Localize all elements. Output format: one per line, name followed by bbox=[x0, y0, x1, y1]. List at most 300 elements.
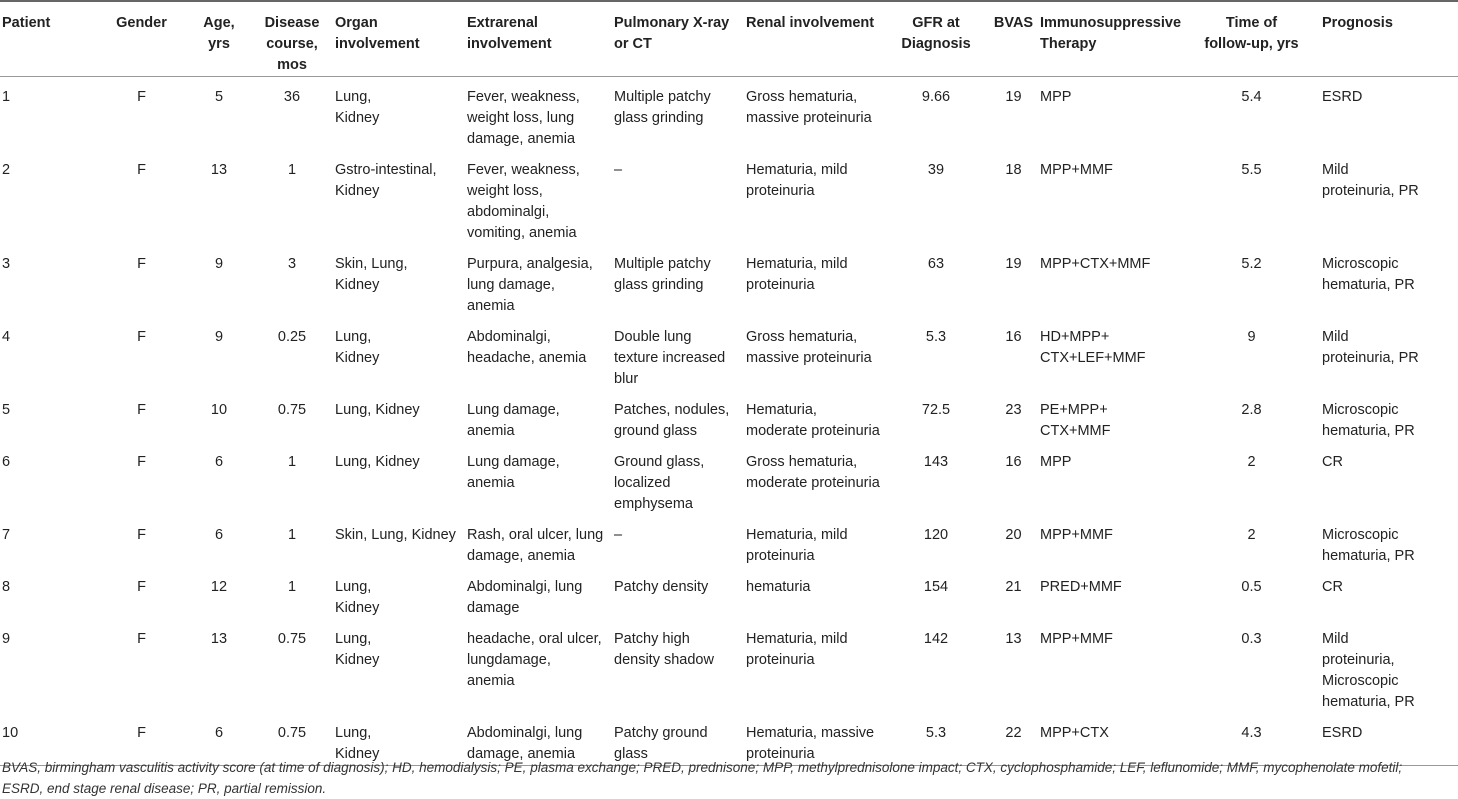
cell-gfr bbox=[883, 150, 987, 244]
cell-text: headache, oral ulcer, bbox=[467, 631, 602, 647]
cell-therapy bbox=[1038, 442, 1181, 515]
cell-renal-involvement bbox=[744, 150, 883, 244]
cell-therapy bbox=[1038, 515, 1181, 567]
table-row bbox=[0, 567, 1458, 619]
cell-bvas bbox=[987, 515, 1038, 567]
cell-disease-course bbox=[249, 77, 333, 151]
cell-patient bbox=[0, 442, 94, 515]
cell-text: Gross hematuria, bbox=[746, 454, 858, 470]
cell-follow-up bbox=[1181, 77, 1320, 151]
header-text: Disease bbox=[264, 15, 320, 31]
cell-text: F bbox=[137, 454, 146, 470]
cell-text: proteinuria bbox=[746, 746, 815, 762]
cell-pulmonary-imaging bbox=[612, 150, 744, 244]
cell-gender bbox=[94, 77, 187, 151]
cell-text: Hematuria, mild bbox=[746, 631, 848, 647]
cell-text: MPP+MMF bbox=[1040, 631, 1113, 647]
cell-text: Kidney bbox=[335, 277, 380, 293]
cell-disease-course bbox=[249, 390, 333, 442]
header-text: GFR at bbox=[912, 15, 960, 31]
cell-patient bbox=[0, 317, 94, 390]
cell-text: lungdamage, bbox=[467, 652, 551, 668]
cell-age bbox=[187, 442, 249, 515]
cell-gfr bbox=[883, 317, 987, 390]
header-disease-course bbox=[249, 1, 333, 77]
cell-follow-up bbox=[1181, 390, 1320, 442]
cell-text: emphysema bbox=[614, 496, 693, 512]
header-text: Pulmonary X-ray bbox=[614, 15, 730, 31]
cell-follow-up bbox=[1181, 150, 1320, 244]
cell-extrarenal-involvement bbox=[465, 390, 612, 442]
header-gfr bbox=[883, 1, 987, 77]
cell-gender bbox=[94, 150, 187, 244]
table-row bbox=[0, 619, 1458, 713]
table-footnote bbox=[2, 757, 1456, 799]
header-text: Diagnosis bbox=[901, 36, 971, 52]
cell-text: 6 bbox=[214, 527, 224, 543]
cell-text: 154 bbox=[923, 579, 949, 595]
cell-text: texture increased bbox=[614, 350, 726, 366]
cell-text: Abdominalgi, bbox=[467, 329, 551, 345]
cell-text: 5.4 bbox=[1241, 89, 1262, 105]
header-text: Prognosis bbox=[1322, 15, 1393, 31]
cell-prognosis bbox=[1320, 442, 1458, 515]
cell-text: massive proteinuria bbox=[746, 350, 872, 366]
cell-text: Patchy density bbox=[614, 579, 709, 595]
cell-text: 3 bbox=[287, 256, 297, 272]
cell-text: Multiple patchy bbox=[614, 256, 711, 272]
cell-text: 1 bbox=[287, 579, 297, 595]
header-patient bbox=[0, 1, 94, 77]
cell-text: 5.5 bbox=[1241, 162, 1262, 178]
cell-text: 143 bbox=[923, 454, 949, 470]
cell-text: damage bbox=[467, 600, 520, 616]
cell-gender bbox=[94, 619, 187, 713]
cell-text: proteinuria bbox=[746, 277, 815, 293]
cell-text: 13 bbox=[210, 162, 228, 178]
cell-follow-up bbox=[1181, 244, 1320, 317]
cell-text: 18 bbox=[1005, 162, 1022, 178]
cell-gfr bbox=[883, 244, 987, 317]
cell-therapy bbox=[1038, 244, 1181, 317]
cell-bvas bbox=[987, 150, 1038, 244]
cell-text: 72.5 bbox=[921, 402, 951, 418]
cell-text: damage, anemia bbox=[467, 548, 576, 564]
cell-text: 142 bbox=[923, 631, 949, 647]
cell-text: 6 bbox=[214, 454, 224, 470]
cell-text: Ground glass, bbox=[614, 454, 705, 470]
header-follow-up bbox=[1181, 1, 1320, 77]
cell-text: anemia bbox=[467, 423, 515, 439]
cell-text: ESRD bbox=[1322, 89, 1363, 105]
cell-bvas bbox=[987, 317, 1038, 390]
header-organ-involvement bbox=[333, 1, 465, 77]
header-text: follow-up, yrs bbox=[1204, 36, 1299, 52]
table-row bbox=[0, 317, 1458, 390]
cell-organ-involvement bbox=[333, 390, 465, 442]
header-text: mos bbox=[277, 57, 307, 73]
cell-text: glass grinding bbox=[614, 277, 704, 293]
cell-text: 39 bbox=[927, 162, 945, 178]
cell-therapy bbox=[1038, 390, 1181, 442]
cell-age bbox=[187, 77, 249, 151]
cell-gfr bbox=[883, 619, 987, 713]
cell-text: 2.8 bbox=[1241, 402, 1262, 418]
cell-age bbox=[187, 390, 249, 442]
cell-text: Kidney bbox=[335, 183, 380, 199]
cell-gender bbox=[94, 244, 187, 317]
cell-text: 1 bbox=[287, 162, 297, 178]
cell-text: ESRD bbox=[1322, 725, 1363, 741]
cell-age bbox=[187, 515, 249, 567]
cell-text: Lung, Kidney bbox=[335, 402, 420, 418]
cell-text: Purpura, analgesia, bbox=[467, 256, 593, 272]
cell-text: 19 bbox=[1005, 89, 1022, 105]
cell-text: glass grinding bbox=[614, 110, 704, 126]
header-prognosis bbox=[1320, 1, 1458, 77]
cell-text: F bbox=[137, 329, 146, 345]
header-text: involvement bbox=[335, 36, 420, 52]
cell-text: CR bbox=[1322, 579, 1343, 595]
cell-text: Hematuria, mild bbox=[746, 527, 848, 543]
cell-text: 0.25 bbox=[277, 329, 307, 345]
cell-age bbox=[187, 619, 249, 713]
header-renal-involvement bbox=[744, 1, 883, 77]
cell-text: 8 bbox=[2, 579, 11, 595]
cell-text: 120 bbox=[923, 527, 949, 543]
table-row bbox=[0, 515, 1458, 567]
cell-text: 13 bbox=[1005, 631, 1022, 647]
cell-text: Patchy ground bbox=[614, 725, 708, 741]
cell-text: 16 bbox=[1005, 454, 1022, 470]
cell-text: MPP+CTX bbox=[1040, 725, 1109, 741]
cell-text: Hematuria, mild bbox=[746, 162, 848, 178]
cell-text: 10 bbox=[2, 725, 19, 741]
cell-age bbox=[187, 150, 249, 244]
cell-text: 1 bbox=[2, 89, 11, 105]
cell-extrarenal-involvement bbox=[465, 77, 612, 151]
cell-prognosis bbox=[1320, 317, 1458, 390]
cell-gender bbox=[94, 390, 187, 442]
cell-text: weight loss, bbox=[467, 183, 543, 199]
cell-text: F bbox=[137, 402, 146, 418]
table-row bbox=[0, 442, 1458, 515]
cell-renal-involvement bbox=[744, 515, 883, 567]
cell-patient bbox=[0, 567, 94, 619]
cell-gfr bbox=[883, 390, 987, 442]
cell-patient bbox=[0, 515, 94, 567]
cell-follow-up bbox=[1181, 515, 1320, 567]
cell-text: 23 bbox=[1005, 402, 1022, 418]
cell-follow-up bbox=[1181, 567, 1320, 619]
cell-text: density shadow bbox=[614, 652, 714, 668]
cell-prognosis bbox=[1320, 244, 1458, 317]
cell-bvas bbox=[987, 567, 1038, 619]
cell-text: glass bbox=[614, 746, 648, 762]
cell-text: Fever, weakness, bbox=[467, 162, 580, 178]
cell-text: Hematuria, bbox=[746, 402, 817, 418]
cell-text: F bbox=[137, 631, 146, 647]
cell-gfr bbox=[883, 567, 987, 619]
cell-text: headache, anemia bbox=[467, 350, 587, 366]
cell-text: Hematuria, massive bbox=[746, 725, 875, 741]
cell-gender bbox=[94, 515, 187, 567]
cell-organ-involvement bbox=[333, 442, 465, 515]
cell-text: blur bbox=[614, 371, 639, 387]
footnote-line-2: ESRD, end stage renal disease; PR, partial remission. bbox=[2, 781, 327, 796]
cell-prognosis bbox=[1320, 150, 1458, 244]
cell-text: Kidney bbox=[335, 110, 380, 126]
cell-text: Mild bbox=[1322, 162, 1349, 178]
cell-organ-involvement bbox=[333, 77, 465, 151]
cell-text: Lung, Kidney bbox=[335, 454, 420, 470]
footnote-line-1: BVAS, birmingham vasculitis activity score (at time of diagnosis); HD, hemodialysis; PE, plasma exchange; PRED, prednisone; MPP, methylprednisolone impact; CTX, cyclophosphamide; LEF, leflunomide; MMF, mycophenolate mofetil; bbox=[2, 760, 1403, 775]
table-row bbox=[0, 150, 1458, 244]
cell-organ-involvement bbox=[333, 515, 465, 567]
cell-renal-involvement bbox=[744, 567, 883, 619]
cell-text: moderate proteinuria bbox=[746, 423, 880, 439]
cell-patient bbox=[0, 390, 94, 442]
cell-text: abdominalgi, bbox=[467, 204, 550, 220]
cell-pulmonary-imaging bbox=[612, 442, 744, 515]
cell-text: Lung, bbox=[335, 631, 372, 647]
cell-extrarenal-involvement bbox=[465, 619, 612, 713]
cell-prognosis bbox=[1320, 515, 1458, 567]
cell-renal-involvement bbox=[744, 619, 883, 713]
cell-disease-course bbox=[249, 317, 333, 390]
cell-text: hematuria bbox=[746, 579, 811, 595]
header-row bbox=[0, 1, 1458, 77]
table-row bbox=[0, 244, 1458, 317]
cell-text: 4 bbox=[2, 329, 11, 345]
cell-text: 10 bbox=[210, 402, 228, 418]
cell-text: damage, anemia bbox=[467, 746, 576, 762]
cell-text: MPP bbox=[1040, 454, 1072, 470]
cell-text: localized bbox=[614, 475, 671, 491]
cell-organ-involvement bbox=[333, 619, 465, 713]
cell-renal-involvement bbox=[744, 244, 883, 317]
cell-text: 12 bbox=[210, 579, 228, 595]
cell-text: Gross hematuria, bbox=[746, 329, 858, 345]
cell-text: F bbox=[137, 527, 146, 543]
cell-text: 20 bbox=[1005, 527, 1022, 543]
cell-extrarenal-involvement bbox=[465, 442, 612, 515]
cell-text: 0.75 bbox=[277, 631, 307, 647]
cell-text: Skin, Lung, bbox=[335, 256, 408, 272]
header-text: Patient bbox=[2, 15, 51, 31]
cell-text: anemia bbox=[467, 298, 515, 314]
cell-organ-involvement bbox=[333, 317, 465, 390]
cell-text: Microscopic bbox=[1322, 673, 1399, 689]
cell-text: MPP+MMF bbox=[1040, 162, 1113, 178]
cell-patient bbox=[0, 77, 94, 151]
header-text: or CT bbox=[614, 36, 652, 52]
cell-text: 6 bbox=[214, 725, 224, 741]
cell-age bbox=[187, 244, 249, 317]
cell-text: Lung damage, bbox=[467, 402, 560, 418]
cell-text: F bbox=[137, 162, 146, 178]
header-text: Extrarenal bbox=[467, 15, 538, 31]
cell-text: weight loss, lung bbox=[467, 110, 575, 126]
cell-text: Skin, Lung, Kidney bbox=[335, 527, 456, 543]
header-extrarenal-involvement bbox=[465, 1, 612, 77]
cell-text: Lung damage, bbox=[467, 454, 560, 470]
header-pulmonary-imaging bbox=[612, 1, 744, 77]
table-body bbox=[0, 77, 1458, 766]
cell-text: moderate proteinuria bbox=[746, 475, 880, 491]
cell-text: proteinuria bbox=[746, 183, 815, 199]
cell-gender bbox=[94, 442, 187, 515]
cell-text: Multiple patchy bbox=[614, 89, 711, 105]
cell-extrarenal-involvement bbox=[465, 567, 612, 619]
header-text: BVAS bbox=[993, 15, 1034, 31]
cell-text: 9 bbox=[214, 329, 224, 345]
table-row bbox=[0, 390, 1458, 442]
cell-text: MPP bbox=[1040, 89, 1072, 105]
cell-text: anemia bbox=[467, 673, 515, 689]
header-text: Time of bbox=[1225, 15, 1278, 31]
cell-text: 5.2 bbox=[1241, 256, 1262, 272]
cell-prognosis bbox=[1320, 619, 1458, 713]
cell-text: massive proteinuria bbox=[746, 110, 872, 126]
cell-organ-involvement bbox=[333, 244, 465, 317]
header-text: Organ bbox=[335, 15, 378, 31]
cell-organ-involvement bbox=[333, 150, 465, 244]
cell-text: CTX+MMF bbox=[1040, 423, 1111, 439]
header-text: Renal involvement bbox=[746, 15, 875, 31]
cell-text: CTX+LEF+MMF bbox=[1040, 350, 1146, 366]
cell-extrarenal-involvement bbox=[465, 244, 612, 317]
header-therapy bbox=[1038, 1, 1181, 77]
cell-text: F bbox=[137, 89, 146, 105]
cell-disease-course bbox=[249, 567, 333, 619]
cell-disease-course bbox=[249, 442, 333, 515]
cell-text: 13 bbox=[210, 631, 228, 647]
cell-text: PRED+MMF bbox=[1040, 579, 1122, 595]
cell-text: Lung, bbox=[335, 725, 372, 741]
cell-gfr bbox=[883, 515, 987, 567]
cell-gender bbox=[94, 317, 187, 390]
cell-text: Kidney bbox=[335, 652, 380, 668]
cell-text: Lung, bbox=[335, 329, 372, 345]
cell-therapy bbox=[1038, 317, 1181, 390]
cell-therapy bbox=[1038, 567, 1181, 619]
header-bvas bbox=[987, 1, 1038, 77]
cell-text: proteinuria bbox=[746, 548, 815, 564]
cell-text: 36 bbox=[283, 89, 301, 105]
header-text: course, bbox=[266, 36, 318, 52]
cell-text: Patches, nodules, bbox=[614, 402, 730, 418]
cell-prognosis bbox=[1320, 77, 1458, 151]
cell-text: PE+MPP+ bbox=[1040, 402, 1108, 418]
cell-disease-course bbox=[249, 619, 333, 713]
table-row bbox=[0, 77, 1458, 151]
cell-extrarenal-involvement bbox=[465, 150, 612, 244]
cell-text: Abdominalgi, lung bbox=[467, 579, 583, 595]
header-text: Age, bbox=[203, 15, 235, 31]
cell-text: – bbox=[614, 162, 623, 178]
cell-text: proteinuria, PR bbox=[1322, 350, 1419, 366]
cell-prognosis bbox=[1320, 390, 1458, 442]
cell-text: proteinuria bbox=[746, 652, 815, 668]
cell-text: 9 bbox=[214, 256, 224, 272]
cell-text: Double lung bbox=[614, 329, 692, 345]
cell-extrarenal-involvement bbox=[465, 515, 612, 567]
cell-bvas bbox=[987, 244, 1038, 317]
cell-text: 2 bbox=[2, 162, 11, 178]
cell-text: MPP+MMF bbox=[1040, 527, 1113, 543]
cell-text: 5.3 bbox=[925, 329, 947, 345]
cell-pulmonary-imaging bbox=[612, 77, 744, 151]
cell-therapy bbox=[1038, 77, 1181, 151]
header-gender bbox=[94, 1, 187, 77]
cell-renal-involvement bbox=[744, 442, 883, 515]
cell-text: 9 bbox=[2, 631, 11, 647]
cell-text: Mild bbox=[1322, 631, 1349, 647]
cell-text: F bbox=[137, 256, 146, 272]
cell-text: 16 bbox=[1005, 329, 1022, 345]
header-text: involvement bbox=[467, 36, 552, 52]
cell-gfr bbox=[883, 77, 987, 151]
cell-text: Mild bbox=[1322, 329, 1349, 345]
cell-pulmonary-imaging bbox=[612, 244, 744, 317]
cell-follow-up bbox=[1181, 317, 1320, 390]
cell-text: 6 bbox=[2, 454, 11, 470]
cell-text: Kidney bbox=[335, 350, 380, 366]
cell-text: 7 bbox=[2, 527, 11, 543]
cell-prognosis bbox=[1320, 567, 1458, 619]
cell-disease-course bbox=[249, 150, 333, 244]
cell-text: 9 bbox=[1247, 329, 1256, 345]
cell-text: 1 bbox=[287, 454, 297, 470]
header-text: Gender bbox=[116, 15, 167, 31]
cell-text: 5 bbox=[214, 89, 224, 105]
cell-text: 2 bbox=[1247, 454, 1256, 470]
cell-text: F bbox=[137, 725, 146, 741]
cell-bvas bbox=[987, 390, 1038, 442]
cell-therapy bbox=[1038, 150, 1181, 244]
cell-pulmonary-imaging bbox=[612, 317, 744, 390]
cell-text: Gstro-intestinal, bbox=[335, 162, 437, 178]
cell-bvas bbox=[987, 442, 1038, 515]
cell-text: 0.75 bbox=[277, 402, 307, 418]
cell-follow-up bbox=[1181, 442, 1320, 515]
cell-organ-involvement bbox=[333, 567, 465, 619]
cell-text: Kidney bbox=[335, 746, 380, 762]
header-text: Therapy bbox=[1040, 36, 1097, 52]
cell-patient bbox=[0, 150, 94, 244]
cell-pulmonary-imaging bbox=[612, 619, 744, 713]
cell-text: ground glass bbox=[614, 423, 698, 439]
cell-text: Kidney bbox=[335, 600, 380, 616]
cell-text: 9.66 bbox=[921, 89, 951, 105]
cell-text: 3 bbox=[2, 256, 11, 272]
cell-text: Gross hematuria, bbox=[746, 89, 858, 105]
cell-extrarenal-involvement bbox=[465, 317, 612, 390]
cell-text: – bbox=[614, 527, 623, 543]
cell-text: Lung, bbox=[335, 579, 372, 595]
cell-text: Microscopic bbox=[1322, 256, 1399, 272]
cell-text: CR bbox=[1322, 454, 1343, 470]
cell-text: Rash, oral ulcer, lung bbox=[467, 527, 604, 543]
cell-gender bbox=[94, 567, 187, 619]
cell-text: 0.75 bbox=[277, 725, 307, 741]
cell-pulmonary-imaging bbox=[612, 390, 744, 442]
cell-text: 2 bbox=[1247, 527, 1256, 543]
cell-text: 4.3 bbox=[1241, 725, 1262, 741]
cell-text: 19 bbox=[1005, 256, 1022, 272]
cell-bvas bbox=[987, 619, 1038, 713]
